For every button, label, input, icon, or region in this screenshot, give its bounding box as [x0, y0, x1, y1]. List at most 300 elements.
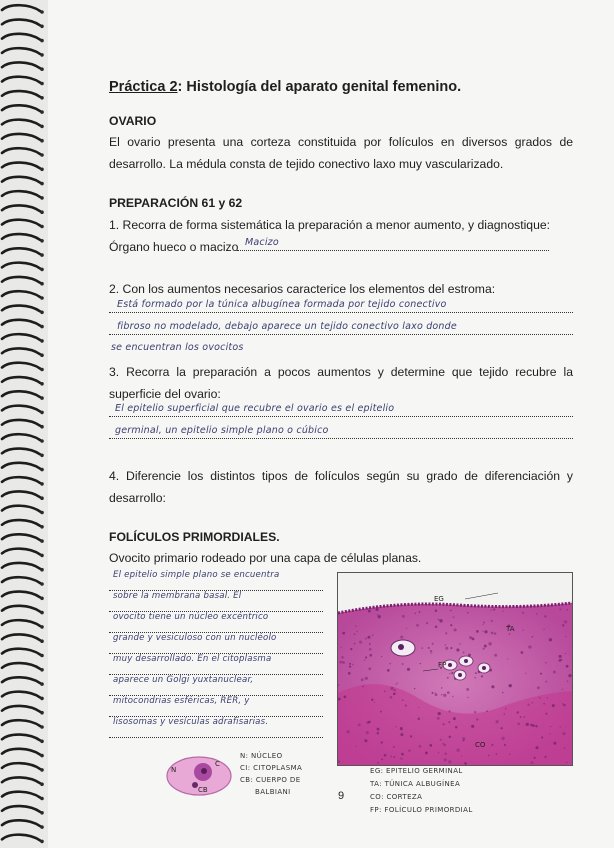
tissue-nucleus-dot — [481, 675, 483, 677]
tissue-nucleus-dot — [459, 643, 460, 644]
tissue-nucleus-dot — [376, 608, 379, 611]
tissue-nucleus-dot — [359, 641, 362, 644]
binding-hole — [40, 625, 44, 629]
binding-hole — [40, 725, 44, 729]
tissue-nucleus-dot — [381, 741, 383, 743]
tissue-nucleus-dot — [369, 654, 372, 657]
binding-hole — [40, 125, 44, 129]
tissue-nucleus-dot — [531, 636, 533, 638]
binding-hole — [40, 139, 44, 143]
binding-hole — [40, 554, 44, 558]
tissue-nucleus-dot — [540, 673, 542, 675]
tissue-nucleus-dot — [522, 630, 524, 632]
primordiales-text: Ovocito primario rodeado por una capa de células planas. — [109, 551, 422, 565]
tissue-nucleus-dot — [406, 628, 407, 629]
tissue-nucleus-dot — [565, 636, 566, 637]
cell-legend-cb-2: BALBIANI — [255, 788, 291, 796]
tissue-nucleus-dot — [560, 726, 561, 727]
tissue-nucleus-dot — [426, 622, 428, 624]
tissue-nucleus-dot — [435, 626, 437, 628]
legend-eg: EG: EPITELIO GERMINAL — [370, 767, 463, 775]
tissue-nucleus-dot — [397, 682, 398, 683]
tissue-nucleus-dot — [341, 656, 344, 659]
tissue-nucleus-dot — [389, 663, 391, 665]
tissue-nucleus-dot — [467, 612, 469, 614]
tissue-nucleus-dot — [491, 744, 493, 746]
binding-hole — [40, 110, 44, 114]
tissue-nucleus-dot — [421, 647, 423, 649]
tissue-nucleus-dot — [381, 656, 382, 657]
tissue-nucleus-dot — [504, 713, 505, 714]
tissue-nucleus-dot — [441, 687, 442, 688]
binding-hole — [40, 353, 44, 357]
binding-hole — [40, 153, 44, 157]
tissue-nucleus-dot — [504, 744, 506, 746]
primordiales-answer-8: lisosomas y vesículas adrafisarias. — [113, 717, 269, 727]
tissue-nucleus-dot — [432, 643, 434, 645]
tissue-nucleus-dot — [346, 730, 349, 733]
tissue-nucleus-dot — [377, 614, 378, 615]
tissue-nucleus-dot — [550, 726, 552, 728]
tissue-nucleus-dot — [354, 634, 355, 635]
cell-label-n: N — [171, 766, 177, 774]
tissue-nucleus-dot — [349, 665, 351, 667]
cell-legend-ci: CI: CITOPLASMA — [240, 764, 303, 772]
tissue-nucleus-dot — [435, 693, 437, 695]
tissue-nucleus-dot — [559, 608, 561, 610]
tissue-nucleus-dot — [532, 702, 533, 703]
q2-answer-3: se encuentran los ovocitos — [111, 342, 244, 353]
tissue-nucleus-dot — [522, 612, 524, 614]
tissue-nucleus-dot — [402, 700, 404, 702]
tissue-nucleus-dot — [562, 689, 563, 690]
tissue-nucleus-dot — [387, 669, 390, 672]
binding-hole — [40, 10, 44, 14]
tissue-nucleus-dot — [484, 645, 487, 648]
tissue-nucleus-dot — [415, 613, 416, 614]
tissue-nucleus-dot — [355, 746, 356, 747]
tissue-nucleus-dot — [445, 644, 447, 646]
tissue-nucleus-dot — [568, 674, 571, 677]
tissue-nucleus-dot — [461, 755, 462, 756]
tissue-nucleus-dot — [393, 692, 396, 695]
tissue-nucleus-dot — [352, 664, 354, 666]
cell-legend-cb: CB: CUERPO DE — [240, 776, 301, 784]
tissue-nucleus-dot — [416, 624, 419, 627]
tissue-nucleus-dot — [562, 732, 565, 735]
tissue-nucleus-dot — [539, 697, 541, 699]
tissue-nucleus-dot — [429, 744, 432, 747]
binding-hole — [40, 496, 44, 500]
binding-hole — [40, 296, 44, 300]
primordiales-answer-7: mitocondrias esféricas, RER, y — [113, 696, 250, 706]
tissue-nucleus-dot — [553, 742, 556, 745]
tissue-nucleus-dot — [526, 723, 529, 726]
tissue-nucleus-dot — [447, 677, 449, 679]
tissue-nucleus-dot — [438, 712, 441, 715]
binding-hole — [40, 754, 44, 758]
binding-hole — [40, 53, 44, 57]
primordiales-answer-4: grande y vesiculoso con un nucléolo — [113, 633, 277, 643]
legend-ta: TA: TÚNICA ALBUGÍNEA — [370, 780, 461, 788]
tissue-nucleus-dot — [418, 745, 421, 748]
q3-answer-2: germinal, un epitelio simple plano o cúbico — [115, 425, 329, 436]
tissue-nucleus-dot — [414, 688, 415, 689]
tissue-nucleus-dot — [453, 717, 456, 720]
ovario-text: El ovario presenta una corteza constituida por folículos en diversos grados de desarrollo. La médula consta de tejido conectivo laxo muy vascularizado. — [109, 135, 573, 171]
tissue-nucleus-dot — [564, 748, 566, 750]
tissue-nucleus-dot — [451, 672, 453, 674]
binding-hole — [40, 840, 44, 844]
primordiales-answer-5: muy desarrollado. En el citoplasma — [113, 654, 272, 664]
tissue-nucleus-dot — [435, 610, 437, 612]
tissue-nucleus-dot — [380, 711, 382, 713]
cell-label-cb: CB — [198, 786, 208, 794]
tissue-nucleus-dot — [339, 661, 342, 664]
tissue-nucleus-dot — [369, 643, 371, 645]
preparacion-heading: PREPARACIÓN 61 y 62 — [109, 196, 243, 210]
q1-answer-line — [237, 236, 549, 251]
tissue-nucleus-dot — [438, 752, 440, 754]
tissue-nucleus-dot — [364, 739, 367, 742]
tissue-nucleus-dot — [366, 731, 369, 734]
binding-hole — [40, 96, 44, 100]
primordiales-answer-6: aparece un Golgi yuxtanuclear, — [113, 675, 254, 685]
tissue-nucleus-dot — [509, 684, 512, 687]
ovario-heading: OVARIO — [109, 114, 157, 128]
tissue-nucleus-dot — [365, 656, 367, 658]
binding-hole — [40, 811, 44, 815]
binding-hole — [40, 454, 44, 458]
tissue-nucleus-dot — [566, 609, 567, 610]
tissue-nucleus-dot — [369, 648, 372, 651]
tissue-nucleus-dot — [545, 713, 547, 715]
binding-hole — [40, 396, 44, 400]
tissue-nucleus-dot — [390, 755, 392, 757]
legend-fp: FP: FOLÍCULO PRIMORDIAL — [370, 806, 473, 814]
tissue-nucleus-dot — [418, 718, 420, 720]
tissue-nucleus-dot — [509, 633, 511, 635]
tissue-nucleus-dot — [365, 638, 367, 640]
tissue-nucleus-dot — [490, 610, 491, 611]
tissue-nucleus-dot — [524, 716, 525, 717]
binding-hole — [40, 782, 44, 786]
tissue-nucleus-dot — [358, 723, 361, 726]
tissue-nucleus-dot — [405, 704, 407, 706]
cell-label-c: C — [215, 760, 220, 768]
q2-answer-1: Está formado por la túnica albugínea formada por tejido conectivo — [117, 299, 447, 310]
tissue-nucleus-dot — [496, 753, 498, 755]
tissue-nucleus-dot — [377, 762, 379, 764]
tissue-nucleus-dot — [507, 658, 508, 659]
tissue-nucleus-dot — [402, 615, 405, 618]
binding-hole — [40, 368, 44, 372]
binding-hole — [40, 425, 44, 429]
tissue-nucleus-dot — [488, 642, 491, 645]
tissue-nucleus-dot — [356, 631, 358, 633]
tissue-nucleus-dot — [437, 717, 440, 720]
tissue-nucleus-dot — [342, 632, 345, 635]
tissue-nucleus-dot — [564, 620, 567, 623]
tissue-nucleus-dot — [381, 758, 383, 760]
tissue-nucleus-dot — [444, 758, 447, 761]
tissue-nucleus-dot — [544, 615, 547, 618]
tissue-nucleus-dot — [450, 610, 452, 612]
tissue-nucleus-dot — [545, 681, 547, 683]
binding-hole — [40, 611, 44, 615]
tissue-nucleus-dot — [401, 758, 403, 760]
micro-label-eg: EG — [434, 595, 444, 603]
binding-hole — [40, 182, 44, 186]
primordiales-answer-1: El epitelio simple plano se encuentra — [113, 570, 280, 580]
micro-label-ta: TA — [506, 625, 515, 633]
tissue-nucleus-dot — [439, 619, 442, 622]
tissue-nucleus-dot — [400, 636, 403, 639]
tissue-nucleus-dot — [502, 692, 503, 693]
legend-co: CO: CORTEZA — [370, 793, 423, 801]
tissue-nucleus-dot — [552, 704, 555, 707]
tissue-nucleus-dot — [362, 685, 364, 687]
tissue-nucleus-dot — [544, 756, 546, 758]
tissue-nucleus-dot — [407, 668, 410, 671]
tissue-nucleus-dot — [491, 685, 494, 688]
tissue-nucleus-dot — [527, 704, 529, 706]
tissue-nucleus-dot — [442, 743, 444, 745]
binding-hole — [40, 568, 44, 572]
binding-hole — [40, 225, 44, 229]
tissue-nucleus-dot — [484, 630, 487, 633]
tissue-nucleus-dot — [441, 694, 442, 695]
tissue-nucleus-dot — [563, 704, 565, 706]
tissue-nucleus-dot — [393, 746, 395, 748]
tissue-nucleus-dot — [390, 696, 393, 699]
spiral-binding — [0, 0, 48, 848]
binding-hole — [40, 253, 44, 257]
oocyte-cell-drawing — [165, 754, 233, 803]
binding-hole — [40, 597, 44, 601]
tissue-nucleus-dot — [520, 716, 522, 718]
binding-hole — [40, 539, 44, 543]
tissue-nucleus-dot — [530, 761, 533, 764]
tissue-nucleus-dot — [525, 673, 526, 674]
q4-text: 4. Diferencie los distintos tipos de folículos según su grado de diferenciación y desarrollo: — [109, 469, 573, 505]
tissue-nucleus-dot — [493, 608, 495, 610]
tissue-nucleus-dot — [488, 755, 489, 756]
binding-hole — [40, 711, 44, 715]
tissue-nucleus-dot — [448, 760, 451, 763]
tissue-nucleus-dot — [549, 733, 550, 734]
q1-label: Órgano hueco o macizo — [109, 240, 239, 254]
tissue-nucleus-dot — [418, 707, 419, 708]
tissue-nucleus-dot — [562, 624, 564, 626]
tissue-nucleus-dot — [354, 643, 356, 645]
binding-hole — [40, 339, 44, 343]
binding-hole — [40, 825, 44, 829]
tissue-nucleus-dot — [483, 648, 485, 650]
tissue-nucleus-dot — [384, 690, 386, 692]
tissue-nucleus-dot — [456, 749, 459, 752]
binding-hole — [40, 482, 44, 486]
tissue-nucleus-dot — [400, 727, 403, 730]
tissue-nucleus-dot — [440, 739, 442, 741]
tissue-nucleus-dot — [425, 751, 428, 754]
tissue-nucleus-dot — [466, 688, 469, 691]
binding-hole — [40, 439, 44, 443]
binding-hole — [40, 525, 44, 529]
binding-hole — [40, 382, 44, 386]
tissue-nucleus-dot — [445, 647, 448, 650]
tissue-nucleus-dot — [463, 740, 465, 742]
tissue-nucleus-dot — [449, 673, 450, 674]
tissue-nucleus-dot — [491, 620, 493, 622]
tissue-nucleus-dot — [445, 632, 447, 634]
page-title: Práctica 2: Histología del aparato genital femenino. — [109, 79, 462, 95]
tissue-nucleus-dot — [467, 697, 468, 698]
tissue-nucleus-dot — [565, 653, 566, 654]
tissue-nucleus-dot — [509, 754, 510, 755]
tissue-nucleus-dot — [419, 611, 421, 613]
tissue-nucleus-dot — [430, 653, 431, 654]
tissue-nucleus-dot — [449, 736, 451, 738]
tissue-nucleus-dot — [482, 631, 483, 632]
tissue-nucleus-dot — [410, 735, 412, 737]
tissue-nucleus-dot — [566, 762, 568, 764]
binding-hole — [40, 311, 44, 315]
binding-hole — [40, 582, 44, 586]
tissue-nucleus-dot — [474, 677, 475, 678]
tissue-nucleus-dot — [444, 752, 447, 755]
tissue-nucleus-dot — [528, 645, 531, 648]
q2-answer-2: fibroso no modelado, debajo aparece un tejido conectivo laxo donde — [117, 321, 457, 332]
tissue-nucleus-dot — [402, 663, 404, 665]
tissue-nucleus-dot — [476, 630, 479, 633]
ovary-micrograph-drawing — [337, 572, 573, 766]
tissue-nucleus-dot — [432, 692, 434, 694]
binding-hole — [40, 668, 44, 672]
tissue-nucleus-dot — [536, 613, 537, 614]
binding-hole — [40, 282, 44, 286]
tissue-nucleus-dot — [543, 628, 544, 629]
tissue-nucleus-dot — [476, 718, 479, 721]
tissue-nucleus-dot — [452, 696, 453, 697]
tissue-nucleus-dot — [454, 628, 457, 631]
primordiales-heading: FOLÍCULOS PRIMORDIALES. — [109, 530, 280, 544]
tissue-nucleus-dot — [408, 749, 411, 752]
tissue-nucleus-dot — [340, 647, 341, 648]
tissue-nucleus-dot — [475, 672, 477, 674]
tissue-nucleus-dot — [534, 757, 536, 759]
tissue-nucleus-dot — [536, 746, 539, 749]
tissue-nucleus-dot — [448, 721, 450, 723]
binding-hole — [40, 468, 44, 472]
tissue-nucleus-dot — [350, 648, 352, 650]
tissue-nucleus-dot — [494, 632, 496, 634]
tissue-nucleus-dot — [482, 624, 483, 625]
tissue-nucleus-dot — [547, 697, 548, 698]
tissue-nucleus-dot — [368, 667, 371, 670]
tissue-nucleus-dot — [537, 686, 540, 689]
q3-text: 3. Recorra la preparación a pocos aumentos y determine que tejido recubre la superficie del ovario: — [109, 365, 573, 401]
binding-hole — [40, 210, 44, 214]
tissue-nucleus-dot — [535, 725, 537, 727]
tissue-nucleus-dot — [364, 659, 365, 660]
q2-text: 2. Con los aumentos necesarios caracterice los elementos del estroma: — [109, 282, 496, 296]
tissue-nucleus-dot — [420, 663, 421, 664]
q3-answer-1: El epitelio superficial que recubre el ovario es el epitelio — [115, 403, 395, 414]
tissue-nucleus-dot — [483, 621, 485, 623]
tissue-nucleus-dot — [450, 624, 452, 626]
tissue-nucleus-dot — [567, 680, 568, 681]
binding-hole — [40, 39, 44, 43]
tissue-nucleus-dot — [342, 661, 344, 663]
tissue-nucleus-dot — [368, 721, 371, 724]
tissue-nucleus-dot — [566, 665, 569, 668]
binding-hole — [40, 511, 44, 515]
micro-label-co: CO — [475, 741, 486, 749]
tissue-nucleus-dot — [501, 727, 503, 729]
tissue-nucleus-dot — [455, 726, 457, 728]
tissue-nucleus-dot — [428, 647, 430, 649]
tissue-nucleus-dot — [365, 677, 368, 680]
page-number: 9 — [338, 790, 345, 802]
tissue-nucleus-dot — [430, 650, 433, 653]
tissue-nucleus-dot — [438, 619, 439, 620]
binding-hole — [40, 797, 44, 801]
tissue-nucleus-dot — [349, 663, 351, 665]
tissue-nucleus-dot — [532, 724, 535, 727]
tissue-nucleus-dot — [549, 638, 552, 641]
tissue-nucleus-dot — [443, 723, 445, 725]
tissue-nucleus-dot — [486, 710, 488, 712]
tissue-nucleus-dot — [471, 725, 474, 728]
tissue-nucleus-dot — [517, 711, 519, 713]
q1-answer: Macizo — [245, 237, 279, 248]
tissue-nucleus-dot — [394, 689, 396, 691]
tissue-nucleus-dot — [505, 708, 507, 710]
binding-hole — [40, 239, 44, 243]
tissue-nucleus-dot — [559, 659, 562, 662]
tissue-nucleus-dot — [521, 651, 524, 654]
tissue-nucleus-dot — [348, 672, 351, 675]
binding-hole — [40, 411, 44, 415]
tissue-nucleus-dot — [474, 711, 476, 713]
binding-hole — [40, 740, 44, 744]
micrograph-svg — [338, 573, 572, 765]
tissue-nucleus-dot — [453, 616, 455, 618]
tissue-nucleus-dot — [559, 655, 562, 658]
tissue-nucleus-dot — [377, 732, 379, 734]
tissue-nucleus-dot — [553, 670, 556, 673]
tissue-nucleus-dot — [450, 647, 452, 649]
tissue-nucleus-dot — [355, 625, 357, 627]
binding-hole — [40, 639, 44, 643]
tissue-nucleus-dot — [495, 720, 498, 723]
tissue-nucleus-dot — [377, 728, 380, 731]
binding-hole — [40, 67, 44, 71]
tissue-nucleus-dot — [464, 762, 467, 765]
tissue-nucleus-dot — [393, 756, 395, 758]
tissue-nucleus-dot — [384, 754, 387, 757]
tissue-nucleus-dot — [491, 632, 494, 635]
binding-hole — [40, 654, 44, 658]
tissue-nucleus-dot — [367, 636, 370, 639]
primordiales-answer-3: ovocito tiene un núcleo excéntrico — [113, 612, 269, 622]
tissue-nucleus-dot — [390, 687, 393, 690]
binding-hole — [40, 196, 44, 200]
tissue-nucleus-dot — [501, 737, 504, 740]
tissue-nucleus-dot — [372, 634, 374, 636]
cell-legend-n: N: NÚCLEO — [240, 752, 283, 760]
